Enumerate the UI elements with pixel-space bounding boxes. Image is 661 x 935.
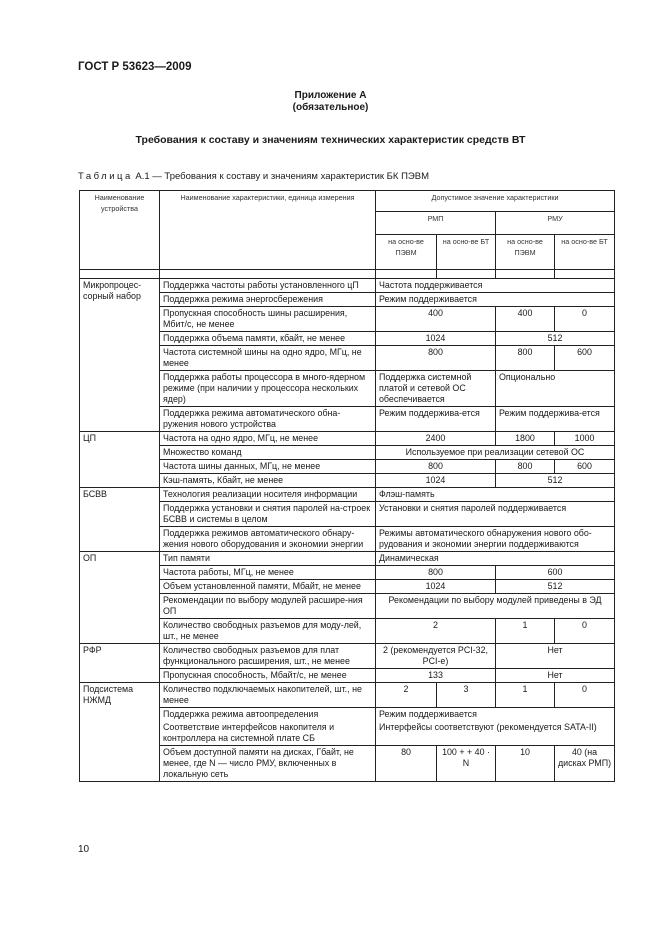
table-row	[80, 346, 615, 371]
value-cell: 1024	[376, 580, 496, 594]
value-cell: 40 (на дисках РМП)	[555, 746, 615, 782]
table-row	[80, 644, 615, 669]
char-cell: Поддержка режима энергосбережения	[160, 293, 376, 307]
value-cell: 2400	[376, 432, 496, 446]
value-cell: Режимы автоматического обнаружения нового обо-рудования и экономии энергии поддерживаются	[376, 527, 615, 552]
value-cell: Рекомендации по выбору модулей приведены в ЭД	[376, 594, 615, 619]
appendix-title: Приложение А	[294, 90, 367, 101]
value-cell: 1	[496, 683, 555, 708]
table-row	[80, 580, 615, 594]
standard-number: ГОСТ Р 53623—2009	[78, 61, 192, 73]
char-cell: Количество подключаемых накопителей, шт., не менее	[160, 683, 376, 708]
table-row	[80, 407, 615, 432]
value-cell: 1	[496, 619, 555, 644]
value-cell: 1800	[496, 432, 555, 446]
value-cell: 512	[496, 580, 615, 594]
value-cell: 600	[555, 460, 615, 474]
table-row	[80, 474, 615, 488]
header-rmp-bt: на осно-ве БТ	[437, 235, 496, 270]
value-cell: 600	[496, 566, 615, 580]
char-cell: Множество команд	[160, 446, 376, 460]
spacer-cell	[496, 270, 555, 279]
device-cell: Подсистема НЖМД	[80, 683, 160, 782]
value-cell: 0	[555, 307, 615, 332]
value-cell: 100 + + 40 · N	[437, 746, 496, 782]
value-cell: 512	[496, 474, 615, 488]
spacer-cell	[437, 270, 496, 279]
table-caption	[78, 171, 429, 182]
device-cell: ОП	[80, 552, 160, 644]
table-row	[80, 746, 615, 782]
value-cell: Динамическая	[376, 552, 615, 566]
header-rmp: РМП	[376, 212, 496, 235]
header-rmp-pevm: на осно-ве ПЭВМ	[376, 235, 437, 270]
spacer-cell	[80, 270, 160, 279]
value-cell: Используемое при реализации сетевой ОС	[376, 446, 615, 460]
value-cell: Флэш-память	[376, 488, 615, 502]
char-cell: Поддержка режима автоопределения	[160, 708, 376, 722]
table-row	[80, 566, 615, 580]
value-cell: 0	[555, 619, 615, 644]
table-row	[80, 527, 615, 552]
value-cell: 2	[376, 683, 437, 708]
value-cell: 1000	[555, 432, 615, 446]
value-cell: 400	[376, 307, 496, 332]
value-cell: 133	[376, 669, 496, 683]
value-cell: Режим поддерживается	[376, 708, 615, 722]
char-cell: Поддержка режима автоматического обна-ружения нового устройства	[160, 407, 376, 432]
spacer-cell	[160, 270, 376, 279]
header-device: Наименование устройства	[80, 191, 160, 270]
value-cell: 0	[555, 683, 615, 708]
char-cell: Объем установленной памяти, Мбайт, не менее	[160, 580, 376, 594]
table-row	[80, 446, 615, 460]
header-rmu-pevm: на осно-ве ПЭВМ	[496, 235, 555, 270]
page-number: 10	[78, 844, 90, 855]
table-row	[80, 307, 615, 332]
table-row	[80, 332, 615, 346]
value-cell: Нет	[496, 669, 615, 683]
char-cell: Пропускная способность, Мбайт/с, не менее	[160, 669, 376, 683]
device-cell: Микропроцес-сорный набор	[80, 279, 160, 432]
table-row	[80, 460, 615, 474]
char-cell: Соответствие интерфейсов накопителя и контроллера на системной плате СБ	[160, 721, 376, 746]
value-cell: 1024	[376, 332, 496, 346]
value-cell: 800	[496, 460, 555, 474]
value-cell: 600	[555, 346, 615, 371]
value-cell: Режим поддерживается	[376, 293, 615, 307]
char-cell: Кэш-память, Кбайт, не менее	[160, 474, 376, 488]
value-cell: Поддержка системной платой и сетевой ОС обеспечивается	[376, 371, 496, 407]
device-cell: РФР	[80, 644, 160, 683]
device-cell: ЦП	[80, 432, 160, 488]
value-cell: 1024	[376, 474, 496, 488]
table-row	[80, 293, 615, 307]
table-row	[80, 432, 615, 446]
table-row	[80, 279, 615, 293]
header-row	[80, 191, 615, 212]
value-cell: 2 (рекомендуется PCI-32, PCI-e)	[376, 644, 496, 669]
value-cell: Опционально	[496, 371, 615, 407]
value-cell: 800	[376, 346, 496, 371]
table-row	[80, 594, 615, 619]
spacer-cell	[555, 270, 615, 279]
table-row	[80, 619, 615, 644]
table-caption-text: А.1 — Требования к составу и значениям характеристик БК ПЭВМ	[132, 171, 429, 182]
value-cell: Установки и снятия паролей поддерживается	[376, 502, 615, 527]
section-title: Требования к составу и значениям технических характеристик средств ВТ	[135, 134, 526, 146]
value-cell: 512	[496, 332, 615, 346]
value-cell: 80	[376, 746, 437, 782]
char-cell: Частота работы, МГц, не менее	[160, 566, 376, 580]
spacer-cell	[376, 270, 437, 279]
value-cell: Режим поддержива-ется	[496, 407, 615, 432]
char-cell: Тип памяти	[160, 552, 376, 566]
char-cell: Частота на одно ядро, МГц, не менее	[160, 432, 376, 446]
value-cell: Частота поддерживается	[376, 279, 615, 293]
char-cell: Объем доступной памяти на дисках, Гбайт, не менее, где N — число РМУ, включенных в локальную сеть	[160, 746, 376, 782]
value-cell: Режим поддержива-ется	[376, 407, 496, 432]
table-row	[80, 683, 615, 708]
header-characteristic: Наименование характеристики, единица измерения	[160, 191, 376, 270]
char-cell: Количество свободных разъемов для моду-лей, шт., не менее	[160, 619, 376, 644]
table-row	[80, 669, 615, 683]
value-cell: 800	[496, 346, 555, 371]
char-cell: Поддержка работы процессора в много-ядерном режиме (при наличии у процессора нескольких ядер)	[160, 371, 376, 407]
table-row	[80, 502, 615, 527]
value-cell: Нет	[496, 644, 615, 669]
char-cell: Рекомендации по выбору модулей расшире-ния ОП	[160, 594, 376, 619]
value-cell: 10	[496, 746, 555, 782]
char-cell: Частота шины данных, МГц, не менее	[160, 460, 376, 474]
char-cell: Поддержка режимов автоматического обнару-жения нового оборудования и экономии энергии	[160, 527, 376, 552]
table-row	[80, 708, 615, 722]
appendix-heading	[0, 90, 661, 114]
value-cell: 2	[376, 619, 496, 644]
char-cell: Поддержка установки и снятия паролей на-строек БСВВ и системы в целом	[160, 502, 376, 527]
char-cell: Частота системной шины на одно ядро, МГц, не менее	[160, 346, 376, 371]
char-cell: Количество свободных разъемов для плат функционального расширения, шт., не менее	[160, 644, 376, 669]
header-rmu: РМУ	[496, 212, 615, 235]
value-cell: 400	[496, 307, 555, 332]
table-row	[80, 488, 615, 502]
header-values: Допустимое значение характеристики	[376, 191, 615, 212]
spacer-row	[80, 270, 615, 279]
header-rmu-bt: на осно-ве БТ	[555, 235, 615, 270]
char-cell: Технология реализации носителя информации	[160, 488, 376, 502]
char-cell: Поддержка частоты работы установленного цП	[160, 279, 376, 293]
char-cell: Пропускная способность шины расширения, Мбит/с, не менее	[160, 307, 376, 332]
value-cell: 800	[376, 566, 496, 580]
table-row	[80, 371, 615, 407]
table-caption-prefix: Таблица	[78, 171, 133, 182]
appendix-status: (обязательное)	[292, 102, 369, 113]
value-cell: 3	[437, 683, 496, 708]
table-row	[80, 721, 615, 746]
table-row	[80, 552, 615, 566]
char-cell: Поддержка объема памяти, кбайт, не менее	[160, 332, 376, 346]
value-cell: Интерфейсы соответствуют (рекомендуется SATA-II)	[376, 721, 615, 746]
characteristics-table	[79, 190, 615, 782]
value-cell: 800	[376, 460, 496, 474]
device-cell: БСВВ	[80, 488, 160, 552]
